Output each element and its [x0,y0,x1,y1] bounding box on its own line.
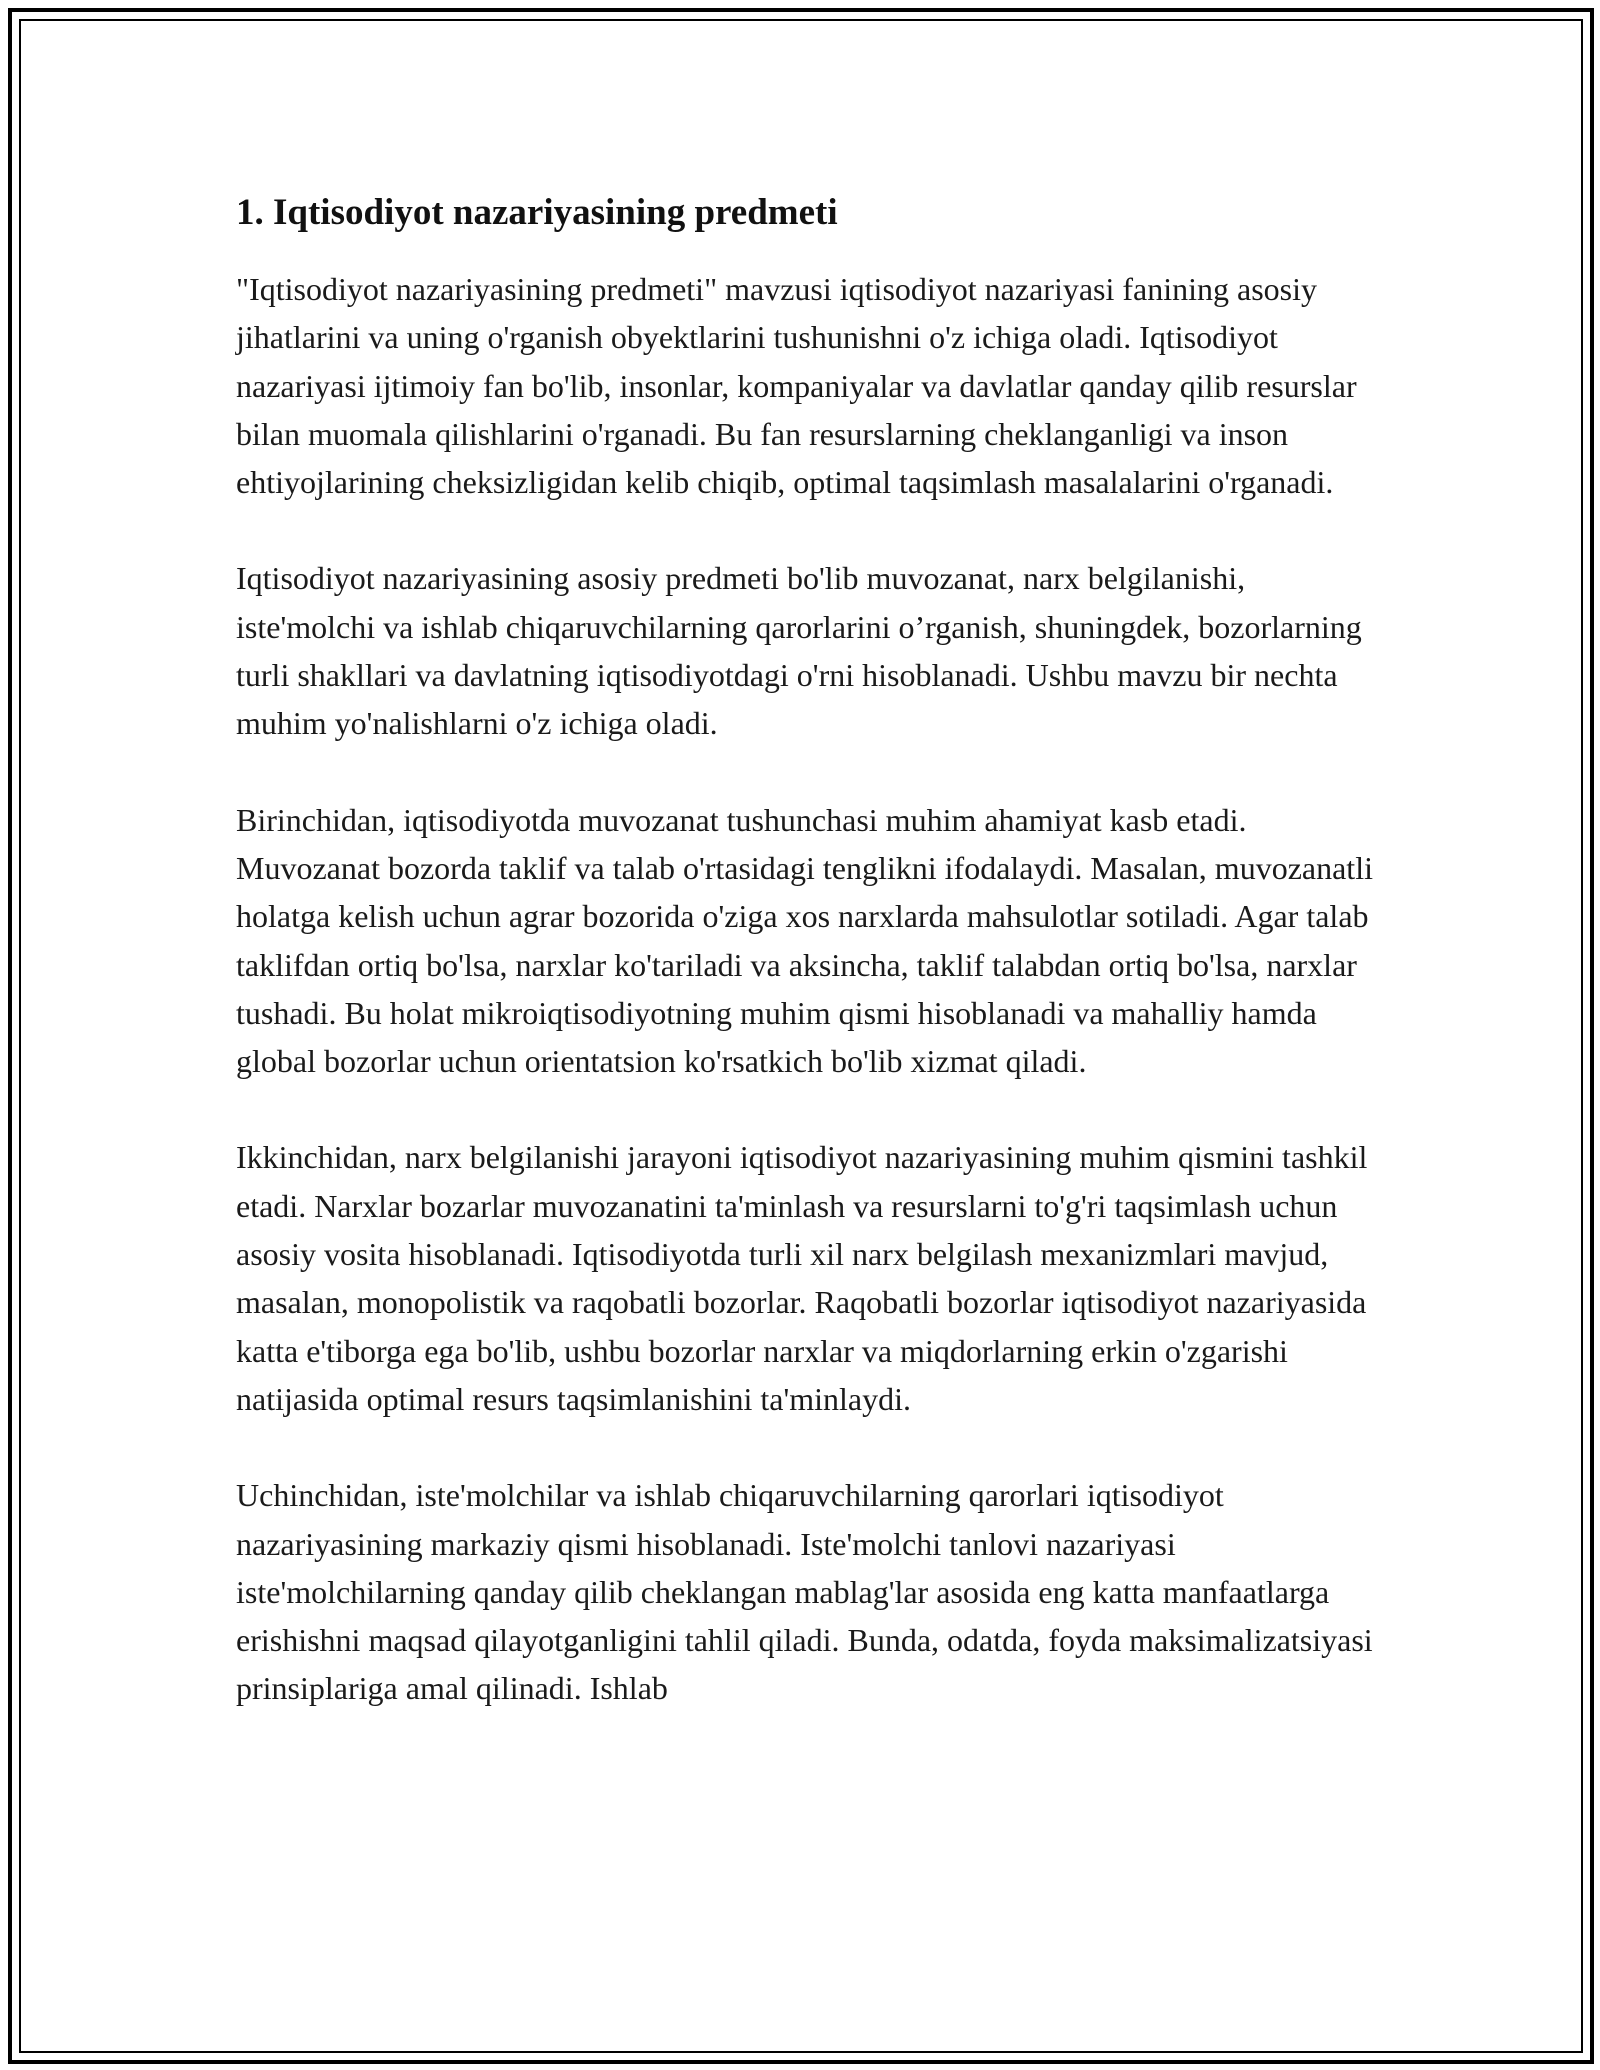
paragraph-main-subject: Iqtisodiyot nazariyasining asosiy predmeti bo'lib muvozanat, narx belgilanishi, iste'molchi va ishlab chiqaruvchilarning qarorlarini o’rganish, shuningdek, bozorlarning turli shakllari va davlatning iqtisodiyotdagi o'rni hisoblanadi. Ushbu mavzu bir nechta muhim yo'nalishlarni o'z ichiga oladi. [236,560,1362,742]
paragraph-pricing: Ikkinchidan, narx belgilanishi jarayoni iqtisodiyot nazariyasining muhim qismini tashkil etadi. Narxlar bozarlar muvozanatini ta'minlash va resurslarni to'g'ri taqsimlash uchun asosiy vosita hisoblanadi. Iqtisodiyotda turli xil narx belgilash mexanizmlari mavjud, masalan, monopolistik va raqobatli bozorlar. Raqobatli bozorlar iqtisodiyot nazariyasida katta e'tiborga ega bo'lib, ushbu bozorlar narxlar va miqdorlarning erkin o'zgarishi natijasida optimal resurs taqsimlanishini ta'minlaydi. [236,1139,1368,1417]
paragraph-equilibrium: Birinchidan, iqtisodiyotda muvozanat tushunchasi muhim ahamiyat kasb etadi. Muvozanat bozorda taklif va talab o'rtasidagi tenglikni ifodalaydi. Masalan, muvozanatli holatga kelish uchun agrar bozorida o'ziga xos narxlarda mahsulotlar sotiladi. Agar talab taklifdan ortiq bo'lsa, narxlar ko'tariladi va aksincha, taklif talabdan ortiq bo'lsa, narxlar tushadi. Bu holat mikroiqtisodiyotning muhim qismi hisoblanadi va mahalliy hamda global bozorlar uchun orientatsion ko'rsatkich bo'lib xizmat qiladi. [236,801,1373,1080]
section-heading: 1. Iqtisodiyot nazariyasining predmeti [236,192,838,233]
document-content [236,188,1376,1761]
paragraph-intro: "Iqtisodiyot nazariyasining predmeti" mavzusi iqtisodiyot nazariyasi fanining asosiy jihatlarini va uning o'rganish obyektlarini tushunishni o'z ichiga oladi. Iqtisodiyot nazariyasi ijtimoiy fan bo'lib, insonlar, kompaniyalar va davlatlar qanday qilib resurslar bilan muomala qilishlarini o'rganadi. Bu fan resurslarning cheklanganligi va inson ehtiyojlarining cheksizligidan kelib chiqib, optimal taqsimlash masalalarini o'rganadi. [236,271,1357,501]
paragraph-decisions: Uchinchidan, iste'molchilar va ishlab chiqaruvchilarning qarorlari iqtisodiyot nazariyasining markaziy qismi hisoblanadi. Iste'molchi tanlovi nazariyasi iste'molchilarning qanday qilib cheklangan mablag'lar asosida eng katta manfaatlarga erishishni maqsad qilayotganligini tahlil qiladi. Bunda, odatda, foyda maksimalizatsiyasi prinsiplariga amal qilinadi. Ishlab [236,1477,1373,1707]
